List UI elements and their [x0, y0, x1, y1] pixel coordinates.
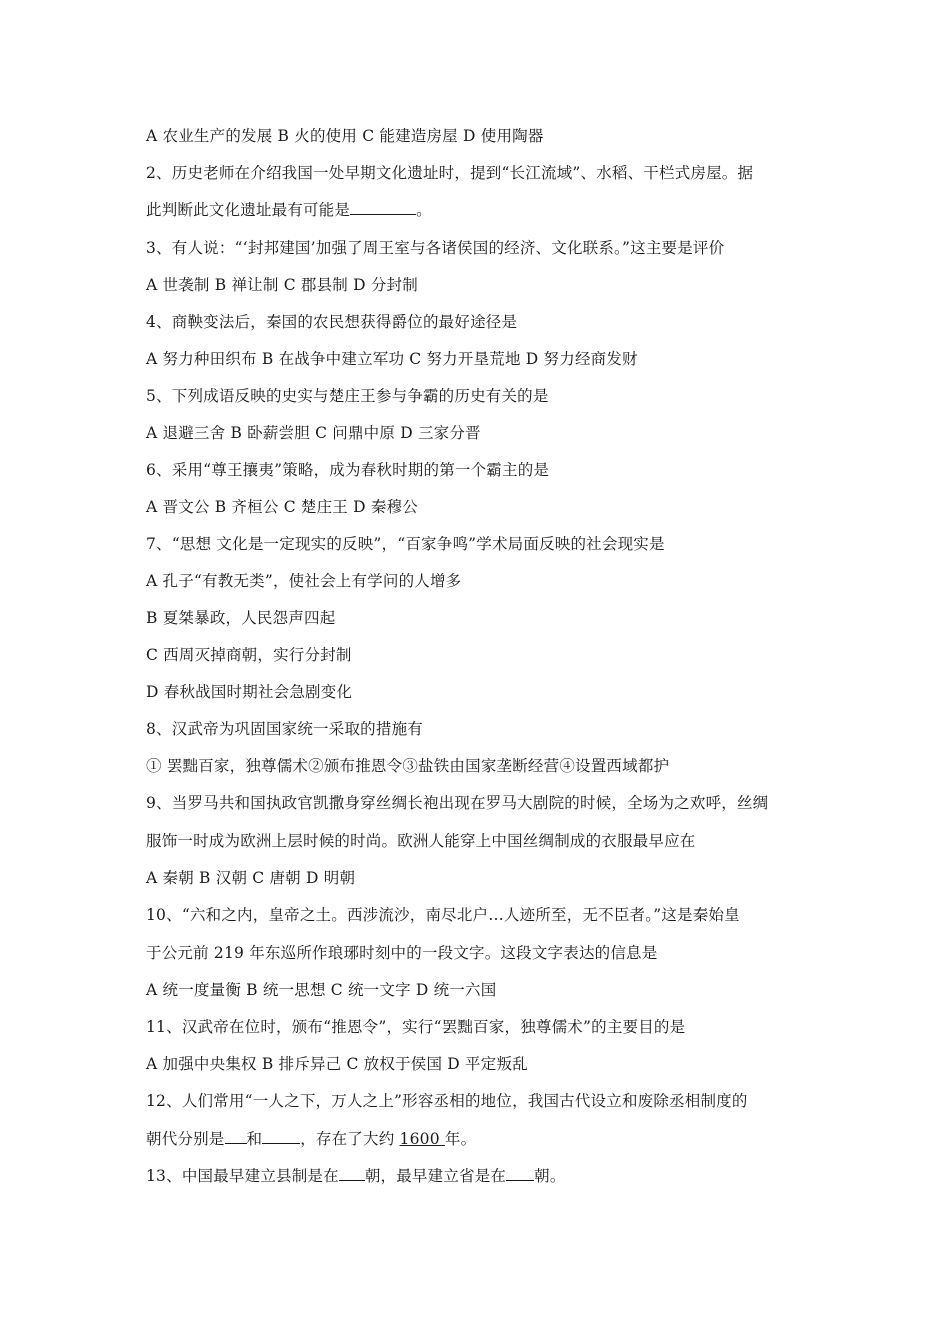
question-9: 9、当罗马共和国执政官凯撒身穿丝绸长袍出现在罗马大剧院的时候，全场为之欢呼，丝绸	[146, 794, 769, 812]
question-9-options: A 秦朝 B 汉朝 C 唐朝 D 明朝	[146, 869, 356, 887]
question-6: 6、采用“尊王攘夷”策略，成为春秋时期的第一个霸主的是	[146, 461, 550, 479]
question-7-option-c: C 西周灭掉商朝，实行分封制	[146, 646, 352, 664]
question-7-option-a: A 孔子“有教无类”，使社会上有学问的人增多	[146, 572, 462, 590]
answer-blank	[262, 1127, 300, 1144]
answer-blank	[350, 198, 416, 215]
answer-blank	[506, 1164, 534, 1181]
question-4-options: A 努力种田织布 B 在战争中建立军功 C 努力开垦荒地 D 努力经商发财	[146, 350, 638, 368]
question-9-continued: 服饰一时成为欧洲上层时候的时尚。欧洲人能穿上中国丝绸制成的衣服最早应在	[146, 832, 696, 850]
question-2: 2、历史老师在介绍我国一处早期文化遗址时，提到“长江流域”、水稻、干栏式房屋。据	[146, 164, 754, 182]
question-11-options: A 加强中央集权 B 排斥异己 C 放权于侯国 D 平定叛乱	[146, 1055, 528, 1073]
question-5: 5、下列成语反映的史实与楚庄王参与争霸的历史有关的是	[146, 387, 549, 405]
question-7: 7、“思想 文化是一定现实的反映”，“百家争鸣”学术局面反映的社会现实是	[146, 535, 665, 553]
question-7-option-d: D 春秋战国时期社会急剧变化	[146, 683, 353, 701]
question-11: 11、汉武帝在位时，颁布“推恩令”，实行“罢黜百家，独尊儒术”的主要目的是	[146, 1018, 686, 1036]
question-2-continued: 此判断此文化遗址最有可能是 。	[146, 198, 816, 236]
question-13: 13、中国最早建立县制是在 朝，最早建立省是在 朝。	[146, 1164, 816, 1201]
question-4: 4、商鞅变法后，秦国的农民想获得爵位的最好途径是	[146, 313, 518, 331]
question-7-option-b: B 夏桀暴政，人民怨声四起	[146, 609, 336, 627]
question-8: 8、汉武帝为巩固国家统一采取的措施有	[146, 720, 423, 738]
question-10-continued: 于公元前 219 年东巡所作琅琊时刻中的一段文字。这段文字表达的信息是	[146, 944, 658, 962]
question-12-continued: 朝代分别是 和 ，存在了大约 1600 年。	[146, 1127, 816, 1164]
question-5-options: A 退避三舍 B 卧薪尝胆 C 问鼎中原 D 三家分晋	[146, 424, 481, 442]
question-10: 10、“六和之内，皇帝之土。西涉流沙，南尽北户…人迹所至，无不臣者。”这是秦始皇	[146, 906, 740, 924]
answer-blank	[225, 1127, 247, 1144]
question-10-options: A 统一度量衡 B 统一思想 C 统一文字 D 统一六国	[146, 981, 497, 999]
text-line: A 农业生产的发展 B 火的使用 C 能建造房屋 D 使用陶器	[146, 127, 544, 145]
underlined-number: 1600	[399, 1130, 445, 1148]
document-page	[146, 124, 816, 1201]
question-8-items: ① 罢黜百家，独尊儒术②颁布推恩令③盐铁由国家垄断经营④设置西域都护	[146, 757, 670, 775]
answer-blank	[339, 1164, 365, 1181]
question-6-options: A 晋文公 B 齐桓公 C 楚庄王 D 秦穆公	[146, 498, 418, 516]
question-12: 12、人们常用“一人之下，万人之上”形容丞相的地位，我国古代设立和废除丞相制度的	[146, 1092, 748, 1110]
question-3: 3、有人说：“‘封邦建国’加强了周王室与各诸侯国的经济、文化联系。”这主要是评价	[146, 239, 725, 257]
question-3-options: A 世袭制 B 禅让制 C 郡县制 D 分封制	[146, 276, 418, 294]
